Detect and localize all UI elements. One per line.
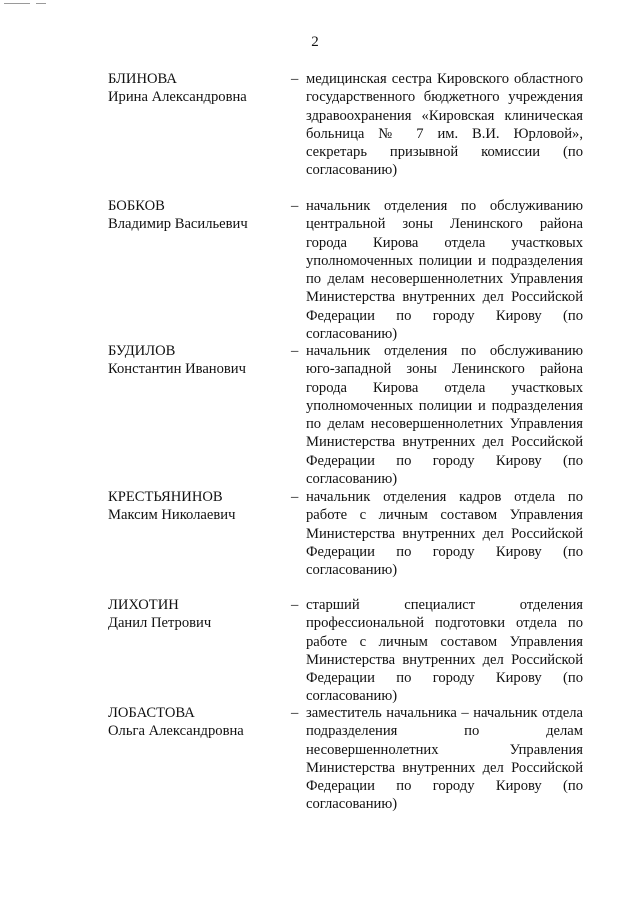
member-surname: ЛИХОТИН bbox=[108, 597, 179, 613]
member-name bbox=[108, 70, 283, 106]
entry-dash: – bbox=[291, 198, 299, 214]
entry-dash: – bbox=[291, 705, 299, 721]
member-name bbox=[108, 342, 283, 378]
entry-dash: – bbox=[291, 71, 299, 87]
member-surname: ЛОБАСТОВА bbox=[108, 705, 195, 721]
member-given-name: Владимир Васильевич bbox=[108, 216, 248, 232]
member-surname: БОБКОВ bbox=[108, 198, 165, 214]
member-name bbox=[108, 704, 283, 740]
member-role: начальник отделения кадров отдела по работе с личным составом Управления Министерства внутренних дел Российской Федерации по городу Кирову (по согласованию) bbox=[306, 489, 583, 579]
member-given-name: Ирина Александровна bbox=[108, 89, 247, 105]
member-role: начальник отделения по обслуживанию центральной зоны Ленинского района города Кирова отдела участковых уполномоченных полиции и подразделения по делам несовершеннолетних Управления Министерства внутренних дел Российской Федерации по городу Кирову (по согласованию) bbox=[306, 198, 583, 343]
scan-artifact bbox=[4, 3, 30, 4]
member-surname: КРЕСТЬЯНИНОВ bbox=[108, 489, 223, 505]
member-name bbox=[108, 197, 283, 233]
member-given-name: Максим Николаевич bbox=[108, 507, 236, 523]
scan-artifact bbox=[36, 3, 46, 4]
member-given-name: Ольга Александровна bbox=[108, 723, 244, 739]
member-name bbox=[108, 596, 283, 632]
member-surname: БУДИЛОВ bbox=[108, 343, 176, 359]
member-given-name: Константин Иванович bbox=[108, 361, 246, 377]
entry-dash: – bbox=[291, 489, 299, 505]
member-role: медицинская сестра Кировского областного государственного бюджетного учреждения здравоохранения «Кировская клиническая больница № 7 им. В.И. Юрловой», секретарь призывной комиссии (по согласованию) bbox=[306, 71, 583, 179]
member-surname: БЛИНОВА bbox=[108, 71, 177, 87]
entry-dash: – bbox=[291, 343, 299, 359]
member-role: начальник отделения по обслуживанию юго-западной зоны Ленинского района города Кирова отдела участковых уполномоченных полиции и подразделения по делам несовершеннолетних Управления Министерства внутренних дел Российской Федерации по городу Кирову (по согласованию) bbox=[306, 343, 583, 488]
entry-dash: – bbox=[291, 597, 299, 613]
member-role: заместитель начальника – начальник отдела подразделения по делам несовершеннолетних Управления Министерства внутренних дел Российской Федерации по городу Кирову (по согласованию) bbox=[306, 705, 583, 813]
member-role: старший специалист отделения профессиональной подготовки отдела по работе с личным составом Управления Министерства внутренних дел Российской Федерации по городу Кирову (по согласованию) bbox=[306, 597, 583, 705]
member-given-name: Данил Петрович bbox=[108, 615, 212, 631]
page-number: 2 bbox=[311, 34, 319, 50]
member-name bbox=[108, 488, 283, 524]
